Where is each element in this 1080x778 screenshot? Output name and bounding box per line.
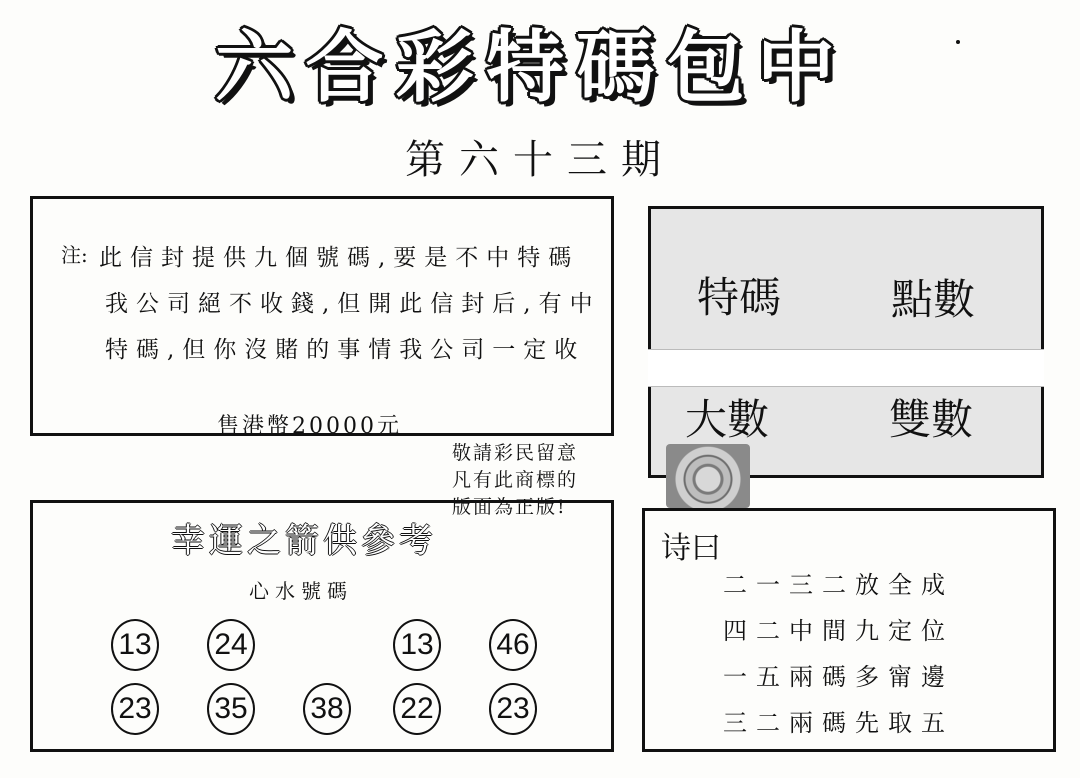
category-points: 點數 <box>891 276 976 323</box>
title-char: 六 <box>215 23 294 113</box>
title-char: 彩 <box>395 23 474 113</box>
poem-line: 三二兩碼先取五 <box>723 709 954 737</box>
note-label: 注: <box>61 243 88 267</box>
number-ball: 23 <box>489 683 537 735</box>
number-ball: 23 <box>111 683 159 735</box>
price-text: 售港幣20000元 <box>217 414 402 439</box>
trademark-line: 敬請彩民留意 <box>452 442 579 464</box>
trademark-line: 版面為正版! <box>452 496 567 518</box>
poem-line: 四二中間九定位 <box>723 617 954 645</box>
number-ball: 46 <box>489 619 537 671</box>
poem-line: 一五兩碼多甯邊 <box>723 663 954 691</box>
number-ball: 13 <box>393 619 441 671</box>
number-ball: 38 <box>303 683 351 735</box>
category-special-code: 特碼 <box>697 274 782 321</box>
number-ball: 13 <box>111 619 159 671</box>
notice-line: 此信封提供九個號碼,要是不中特碼 <box>99 245 580 271</box>
number-ball: 22 <box>393 683 441 735</box>
number-ball: 24 <box>207 619 255 671</box>
notice-box <box>30 196 614 439</box>
lucky-title: 幸運之箭供參考 <box>171 521 437 561</box>
trademark-line: 凡有此商標的 <box>452 469 579 491</box>
divider-band <box>648 349 1044 387</box>
category-box <box>648 206 1044 478</box>
category-big-number: 大數 <box>685 396 770 443</box>
category-even-number: 雙數 <box>889 396 974 443</box>
speck <box>956 40 960 44</box>
notice-line: 特碼,但你沒賭的事情我公司一定收 <box>105 337 586 363</box>
title-char: 包 <box>666 23 745 113</box>
title-char: 合 <box>305 23 384 113</box>
title-char: 碼 <box>576 23 655 113</box>
title-char: 中 <box>756 23 835 113</box>
poem-box <box>642 508 1056 752</box>
main-title <box>215 18 835 118</box>
poem-heading: 诗曰 <box>661 532 721 565</box>
title-char: 特 <box>485 23 564 113</box>
lucky-numbers-box <box>30 500 614 752</box>
issue-number: 第六十三期 <box>405 137 675 183</box>
trademark-logo-icon <box>666 444 750 508</box>
notice-line: 我公司絕不收錢,但開此信封后,有中 <box>105 291 601 317</box>
poem-line: 二一三二放全成 <box>723 571 954 599</box>
number-ball: 35 <box>207 683 255 735</box>
lucky-subtitle: 心水號碼 <box>249 579 353 603</box>
